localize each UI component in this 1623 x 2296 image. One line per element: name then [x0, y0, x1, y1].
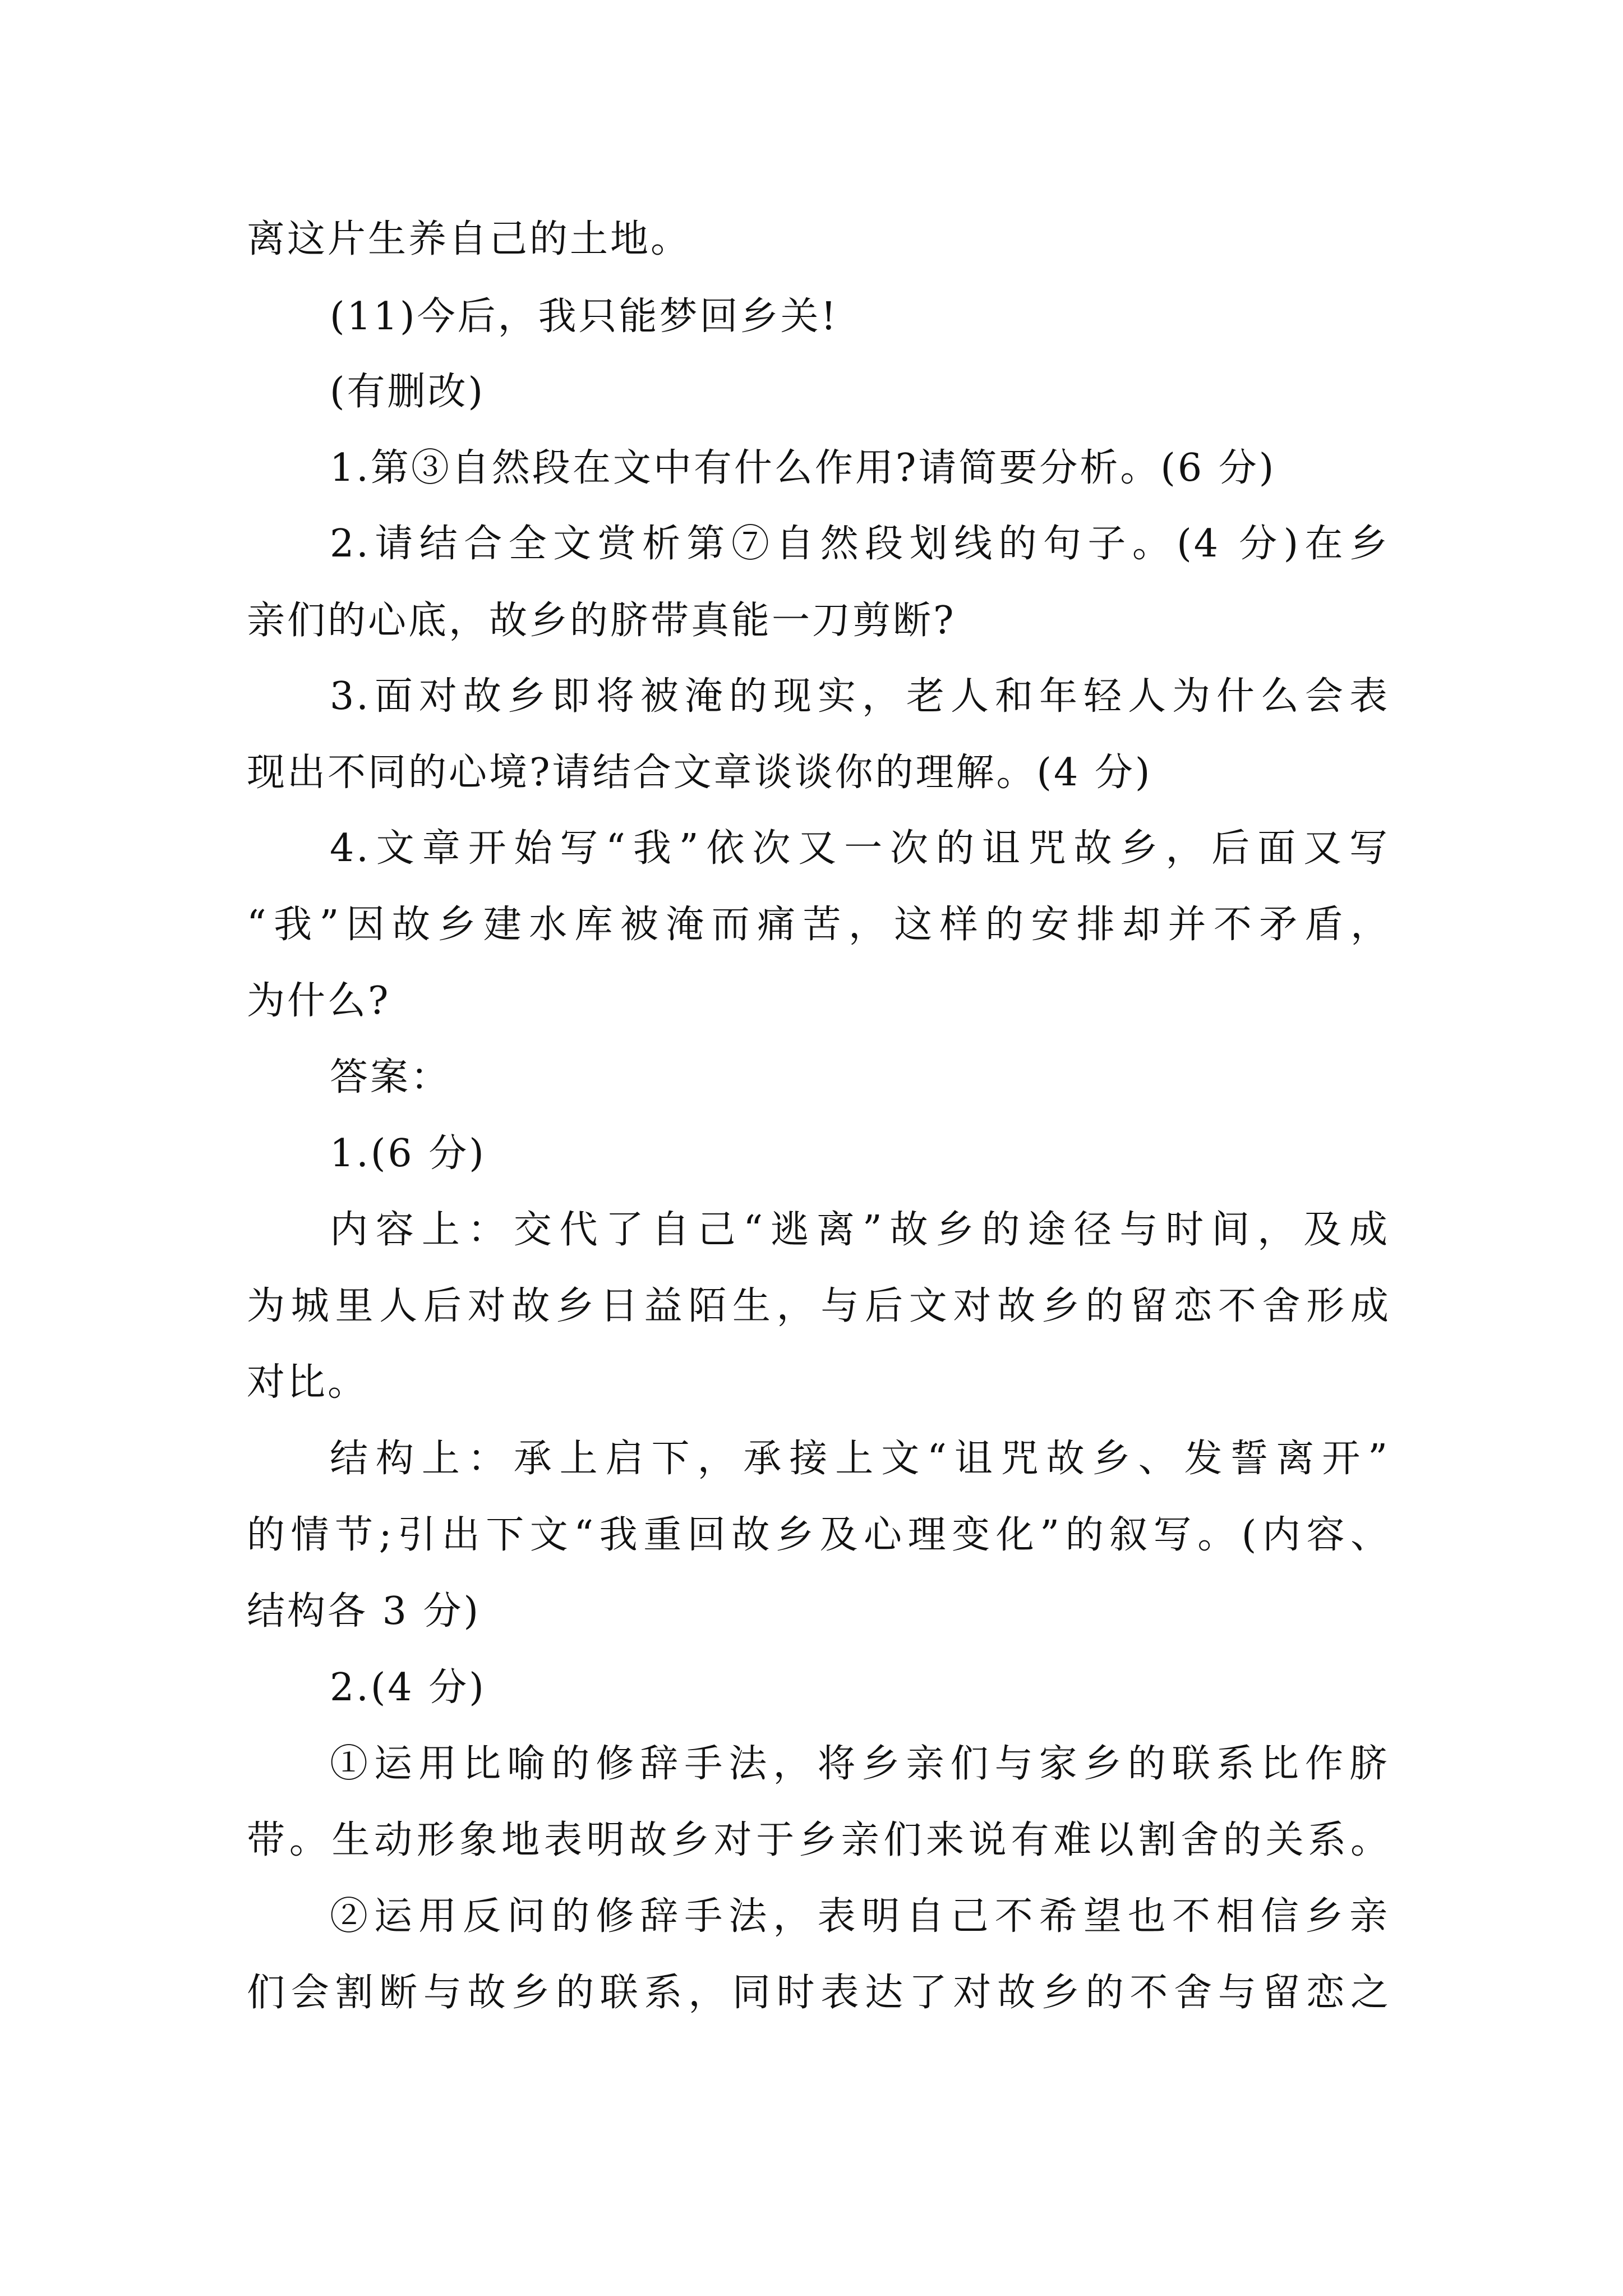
text-line: 结构上：承上启下，承接上文“诅咒故乡、发誓离开” — [330, 1437, 1390, 1481]
text-line: 内容上：交代了自己“逃离”故乡的途径与时间，及成 — [330, 1208, 1390, 1252]
answer-2-heading: 2.(4 分) — [330, 1665, 486, 1710]
text-line: “我”因故乡建水库被淹而痛苦，这样的安排却并不矛盾， — [247, 903, 1391, 947]
answer-1-heading: 1.(6 分) — [330, 1131, 486, 1176]
text-line: 为城里人后对故乡日益陌生，与后文对故乡的留恋不舍形成 — [247, 1284, 1391, 1328]
text-line: 离这片生养自己的土地。 — [247, 217, 691, 261]
text-line: 为什么? — [247, 979, 391, 1023]
text-line: ①运用比喻的修辞手法，将乡亲们与家乡的联系比作脐 — [330, 1742, 1390, 1786]
question-2: 2.请结合全文赏析第⑦自然段划线的句子。(4 分)在乡 — [330, 522, 1390, 566]
text-line: ②运用反问的修辞手法，表明自己不希望也不相信乡亲 — [330, 1894, 1390, 1939]
text-line: 带。生动形象地表明故乡对于乡亲们来说有难以割舍的关系。 — [247, 1818, 1391, 1862]
text-line: 们会割断与故乡的联系，同时表达了对故乡的不舍与留恋之 — [247, 1971, 1391, 2015]
text-line: 现出不同的心境?请结合文章谈谈你的理解。(4 分) — [247, 751, 1152, 795]
question-3: 3.面对故乡即将被淹的现实，老人和年轻人为什么会表 — [330, 674, 1390, 719]
answer-heading: 答案： — [330, 1055, 451, 1099]
question-4: 4.文章开始写“我”依次又一次的诅咒故乡，后面又写 — [330, 826, 1390, 871]
text-line: 对比。 — [247, 1360, 368, 1405]
text-line: (11)今后，我只能梦回乡关! — [330, 295, 838, 339]
question-1: 1.第③自然段在文中有什么作用?请简要分析。(6 分) — [330, 446, 1276, 490]
text-line: 亲们的心底，故乡的脐带真能一刀剪断? — [247, 599, 956, 643]
text-line: 结构各 3 分) — [247, 1589, 481, 1634]
text-line: (有删改) — [330, 370, 486, 414]
text-line: 的情节;引出下文“我重回故乡及心理变化”的叙写。(内容、 — [247, 1513, 1391, 1557]
